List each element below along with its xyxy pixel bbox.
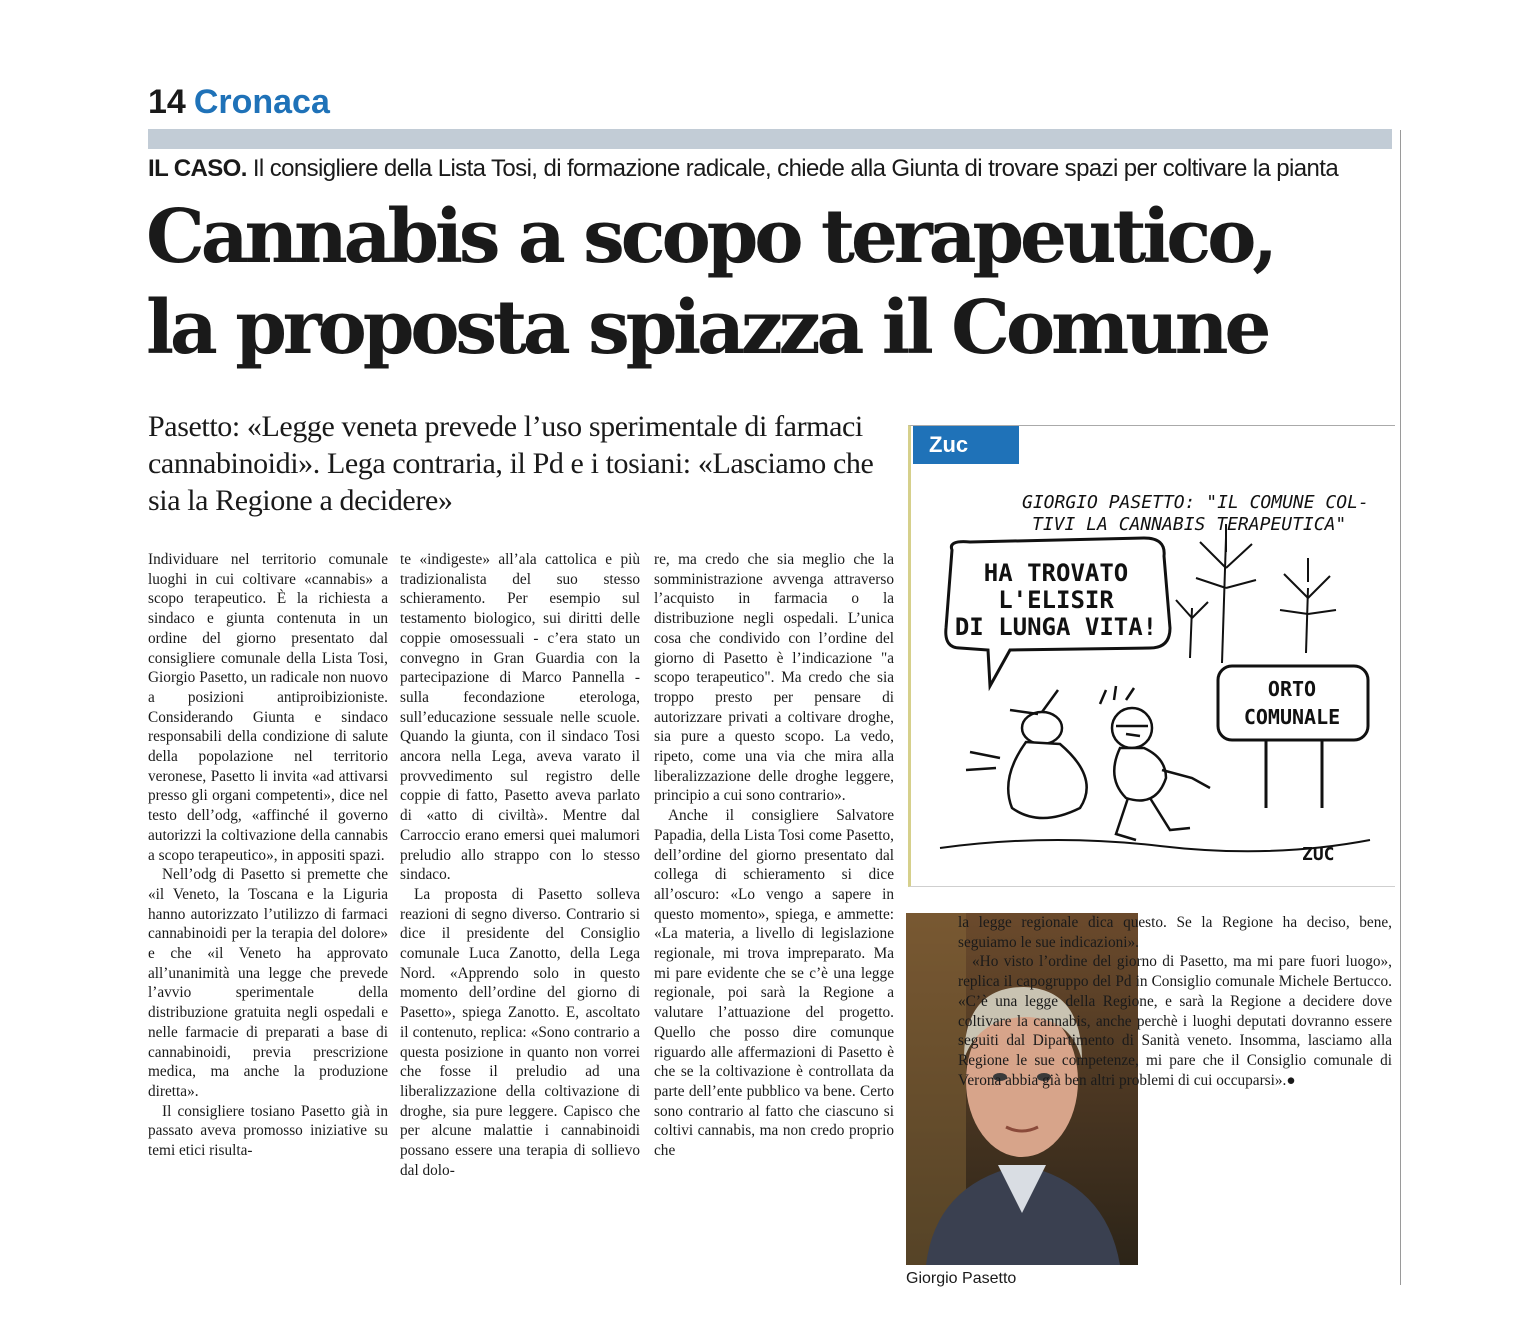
body-column-4 <box>958 913 1392 1090</box>
body-paragraph: te «indigeste» all’ala cattolica e più tradizionalista del suo stesso schieramento. Per esempio sul testamento biologico, sui diritti delle coppie omosessuali - c’era stato un convegno in Gran Guardia con la partecipazione di Marco Pannella - sulla fecondazione eterologa, sull’educazione sessuale nelle scuole. Quando la giunta, con il sindaco Tosi ancora nella Lega, aveva varato il provvedimento sul registro delle coppie di fatto, Pasetto aveva parlato di «atto di civiltà». Mentre dal Carroccio erano emersi quei malumori preludio allo strappo con lo stesso sindaco. <box>400 551 640 884</box>
body-paragraph: re, ma credo che sia meglio che la somministrazione avvenga attraverso l’acquisto in farmacia o la distribuzione negli ospedali. L’unica cosa che condivido con l’ordine del giorno di Pasetto è l’indicazione "a scopo terapeutico". Ma credo che sia troppo presto per pensare di autorizzare privati a coltivare droghe, sia pure a questo scopo. La vedo, ripeto, come una via che mira alla liberalizzazione delle droghe leggere, principio a cui sono contrario». <box>654 551 894 805</box>
cartoon-caption-2: TIVI LA CANNABIS TERAPEUTICA" <box>1032 514 1347 535</box>
body-paragraph: La proposta di Pasetto solleva reazioni di segno diverso. Contrario si dice il presidente del Consiglio comunale Luca Zanotto, della Lega Nord. «Apprendo solo in questo momento dell’ordine del giorno di Pasetto», spiega Zanotto. E, ascoltato il contenuto, replica: «Sono contrario a questa posizione in quanto non vorrei che fosse il preludio ad una liberalizzazione della coltivazione di droghe, sia pure leggere. Capisco che per alcune malattie i cannabinoidi possano essere una terapia di sollievo dal dolo- <box>400 885 640 1179</box>
cartoon-caption-1: GIORGIO PASETTO: "IL COMUNE COL- <box>1022 492 1369 513</box>
body-column-1 <box>148 550 388 1161</box>
body-paragraph: Nell’odg di Pasetto si premette che «il Veneto, la Toscana e la Liguria hanno autorizzato l’utilizzo di farmaci cannabinoidi per la terapia del dolore» e che «il Veneto ha approvato all’unanimità una legge che prevede l’avvio sperimentale della distribuzione gratuita negli ospedali e nelle farmacie di preparati a base di cannabinoidi, previa prescrizione medica, ma anche la produzione diretta». <box>148 866 388 1100</box>
deck: Pasetto: «Legge veneta prevede l’uso sperimentale di farmaci cannabinoidi». Lega contraria, il Pd e i tosiani: «Lasciamo che sia la Regione a decidere» <box>148 410 874 517</box>
body-column-3 <box>654 550 894 1161</box>
section-rule <box>148 129 1392 149</box>
kicker <box>148 152 1392 186</box>
body-column-2 <box>400 550 640 1181</box>
body-paragraph-text: «Ho visto l’ordine del giorno di Pasetto, ma mi pare fuori luogo», replica il capogruppo del Pd in Consiglio comunale Michele Bertucco. «C’è una legge della Regione, e sarà la Regione a decidere dove coltivare la cannabis, anche perchè i luoghi deputati dovranno essere seguiti dal Dipartimento di Sanità veneto. Insomma, lasciamo alla Regione le sue competenze, mi pare che il Consiglio comunale di Verona abbia già ben altri problemi di cui occuparsi». <box>958 953 1392 1089</box>
body-paragraph: Individuare nel territorio comunale luoghi in cui coltivare «cannabis» a scopo terapeutico. È la richiesta a sindaco e giunta contenuta in un ordine del giorno presentato dal consigliere comunale della Lista Tosi, Giorgio Pasetto, un radicale non nuovo a posizioni antiproibizioniste. Considerando Giunta e sindaco responsabili della condizione di salute della popolazione nel territorio veronese, Pasetto li invita «ad attivarsi presso gli organi competenti», dice nel testo dell’odg, «affinché il governo autorizzi la coltivazione della cannabis a scopo terapeutico», in appositi spazi. <box>148 551 388 864</box>
cannabis-plant-icon <box>1176 524 1336 663</box>
cartoon-illustration <box>930 478 1382 878</box>
kicker-label: IL CASO. <box>148 155 247 182</box>
section-name: Cronaca <box>193 83 330 121</box>
page-number: 14 <box>148 83 186 121</box>
kicker-text: Il consigliere della Lista Tosi, di formazione radicale, chiede alla Giunta di trovare spazi per coltivare la pianta <box>252 155 1339 182</box>
body-paragraph: la legge regionale dica questo. Se la Regione ha deciso, bene, seguiamo le sue indicazioni». <box>958 914 1392 951</box>
body-paragraph: Il consigliere tosiano Pasetto già in passato aveva promosso iniziative su temi etici risulta- <box>148 1102 388 1160</box>
bubble-line-3: DI LUNGA VITA! <box>954 613 1158 641</box>
running-figures-icon <box>966 686 1210 840</box>
end-mark: ● <box>1286 1071 1296 1089</box>
column-divider <box>1400 130 1401 1285</box>
page-folio <box>148 80 330 124</box>
headline-line-2: la proposta spiazza il Comune <box>146 285 1268 371</box>
headline <box>146 192 1396 374</box>
body-paragraph: Anche il consigliere Salvatore Papadia, della Lista Tosi come Pasetto, dell’ordine del giorno presentato dal collega di schieramento si dice all’oscuro: «Lo vengo a sapere in questo momento», spiega, e ammette: «La materia, a livello di legislazione regionale, mi trova impreparato. Ma mi pare evidente che se c’è una legge regionale, poi sarà la Regione a valutare l’attuazione del progetto. Quello che posso dire comunque riguardo alle affermazioni di Pasetto è che se la coltivazione è controllata da parte dell’ente pubblico va bene. Certo sono contrario al fatto che ciascuno si coltivi cannabis, ma non credo proprio che <box>654 807 894 1160</box>
headline-line-1: Cannabis a scopo terapeutico, <box>146 194 1274 280</box>
cartoon-signature: ZUC <box>1302 844 1335 865</box>
sign-line-1: ORTO <box>1267 677 1317 701</box>
body-paragraph <box>958 952 1392 1090</box>
photo-caption: Giorgio Pasetto <box>906 1270 1017 1287</box>
cartoon-label: Zuc <box>913 426 1019 464</box>
sign-line-2: COMUNALE <box>1243 705 1341 729</box>
bubble-line-1: HA TROVATO <box>983 559 1129 587</box>
bubble-line-2: L'ELISIR <box>998 586 1114 614</box>
